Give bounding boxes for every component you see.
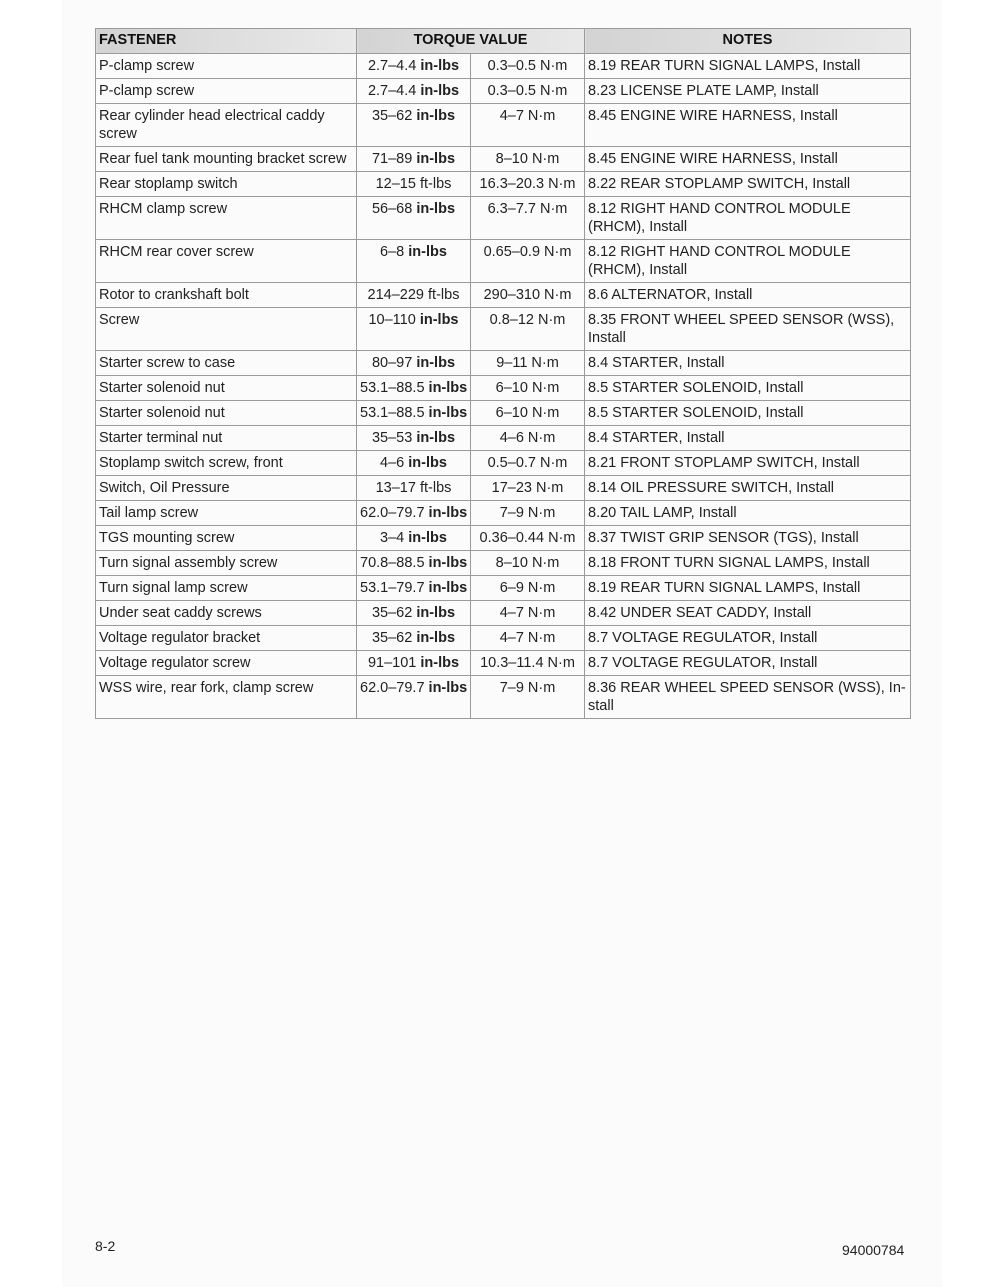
metric-torque-cell: 290–310 N·m bbox=[471, 283, 585, 308]
imperial-torque-unit: in-lbs bbox=[416, 108, 456, 124]
imperial-torque-value: 35–62 bbox=[371, 630, 413, 646]
imperial-torque-unit: in-lbs bbox=[428, 555, 468, 571]
table-row bbox=[96, 283, 911, 308]
imperial-torque-value: 91–101 bbox=[367, 655, 417, 671]
table-row bbox=[96, 401, 911, 426]
imperial-torque-cell bbox=[357, 351, 471, 376]
notes-cell: 8.18 FRONT TURN SIGNAL LAMPS, Install bbox=[585, 551, 911, 576]
table-row bbox=[96, 147, 911, 172]
imperial-torque-unit: ft-lbs bbox=[428, 287, 460, 303]
imperial-torque-unit: in-lbs bbox=[428, 680, 468, 696]
imperial-torque-cell bbox=[357, 104, 471, 147]
imperial-torque-value: 214–229 bbox=[367, 287, 424, 303]
imperial-torque-value: 35–53 bbox=[371, 430, 413, 446]
notes-cell: 8.36 REAR WHEEL SPEED SENSOR (WSS), In-stall bbox=[585, 676, 911, 719]
fastener-cell: Starter screw to case bbox=[96, 351, 357, 376]
fastener-cell: Screw bbox=[96, 308, 357, 351]
table-row bbox=[96, 626, 911, 651]
imperial-torque-unit: in-lbs bbox=[416, 605, 456, 621]
imperial-torque-unit: in-lbs bbox=[416, 355, 456, 371]
imperial-torque-value: 35–62 bbox=[371, 605, 413, 621]
imperial-torque-cell bbox=[357, 676, 471, 719]
table-row bbox=[96, 376, 911, 401]
metric-torque-cell: 4–7 N·m bbox=[471, 601, 585, 626]
header-fastener: FASTENER bbox=[96, 29, 357, 54]
imperial-torque-value: 53.1–79.7 bbox=[360, 580, 425, 596]
notes-cell: 8.5 STARTER SOLENOID, Install bbox=[585, 401, 911, 426]
imperial-torque-value: 80–97 bbox=[371, 355, 413, 371]
fastener-cell: Switch, Oil Pressure bbox=[96, 476, 357, 501]
notes-cell: 8.6 ALTERNATOR, Install bbox=[585, 283, 911, 308]
metric-torque-cell: 9–11 N·m bbox=[471, 351, 585, 376]
notes-cell: 8.22 REAR STOPLAMP SWITCH, Install bbox=[585, 172, 911, 197]
table-row bbox=[96, 476, 911, 501]
metric-torque-cell: 17–23 N·m bbox=[471, 476, 585, 501]
notes-cell: 8.23 LICENSE PLATE LAMP, Install bbox=[585, 79, 911, 104]
imperial-torque-value: 35–62 bbox=[371, 108, 413, 124]
imperial-torque-value: 62.0–79.7 bbox=[360, 680, 425, 696]
imperial-torque-unit: in-lbs bbox=[419, 312, 459, 328]
fastener-cell: P-clamp screw bbox=[96, 79, 357, 104]
imperial-torque-unit: in-lbs bbox=[408, 455, 447, 471]
notes-cell: 8.37 TWIST GRIP SENSOR (TGS), Install bbox=[585, 526, 911, 551]
imperial-torque-unit: in-lbs bbox=[420, 58, 460, 74]
notes-cell: 8.4 STARTER, Install bbox=[585, 351, 911, 376]
notes-cell: 8.12 RIGHT HAND CONTROL MODULE (RHCM), Install bbox=[585, 197, 911, 240]
imperial-torque-value: 3–4 bbox=[380, 530, 405, 546]
notes-cell: 8.5 STARTER SOLENOID, Install bbox=[585, 376, 911, 401]
imperial-torque-unit: in-lbs bbox=[416, 430, 456, 446]
table-row bbox=[96, 426, 911, 451]
fastener-cell: Rear fuel tank mounting bracket screw bbox=[96, 147, 357, 172]
metric-torque-cell: 6–10 N·m bbox=[471, 401, 585, 426]
imperial-torque-value: 56–68 bbox=[371, 201, 413, 217]
table-row bbox=[96, 451, 911, 476]
imperial-torque-value: 53.1–88.5 bbox=[360, 380, 425, 396]
fastener-cell: Rear stoplamp switch bbox=[96, 172, 357, 197]
imperial-torque-cell bbox=[357, 426, 471, 451]
notes-cell: 8.19 REAR TURN SIGNAL LAMPS, Install bbox=[585, 54, 911, 79]
metric-torque-cell: 6.3–7.7 N·m bbox=[471, 197, 585, 240]
table-row bbox=[96, 601, 911, 626]
imperial-torque-cell bbox=[357, 501, 471, 526]
imperial-torque-cell bbox=[357, 54, 471, 79]
metric-torque-cell: 0.5–0.7 N·m bbox=[471, 451, 585, 476]
page-number: 8-2 bbox=[95, 1238, 116, 1254]
notes-cell: 8.20 TAIL LAMP, Install bbox=[585, 501, 911, 526]
table-row bbox=[96, 172, 911, 197]
imperial-torque-cell bbox=[357, 240, 471, 283]
table-header-row bbox=[96, 29, 911, 54]
imperial-torque-value: 2.7–4.4 bbox=[367, 83, 417, 99]
imperial-torque-unit: in-lbs bbox=[408, 530, 447, 546]
fastener-cell: Tail lamp screw bbox=[96, 501, 357, 526]
imperial-torque-cell bbox=[357, 283, 471, 308]
table-body bbox=[96, 54, 911, 719]
imperial-torque-unit: in-lbs bbox=[428, 380, 468, 396]
imperial-torque-unit: ft-lbs bbox=[419, 176, 452, 192]
imperial-torque-cell bbox=[357, 147, 471, 172]
imperial-torque-value: 10–110 bbox=[368, 312, 416, 328]
metric-torque-cell: 0.36–0.44 N·m bbox=[471, 526, 585, 551]
imperial-torque-value: 71–89 bbox=[371, 151, 413, 167]
fastener-cell: Turn signal lamp screw bbox=[96, 576, 357, 601]
header-notes: NOTES bbox=[585, 29, 911, 54]
imperial-torque-unit: in-lbs bbox=[428, 405, 468, 421]
fastener-cell: Starter solenoid nut bbox=[96, 401, 357, 426]
notes-cell: 8.7 VOLTAGE REGULATOR, Install bbox=[585, 651, 911, 676]
imperial-torque-cell bbox=[357, 651, 471, 676]
imperial-torque-cell bbox=[357, 172, 471, 197]
imperial-torque-cell bbox=[357, 376, 471, 401]
notes-cell: 8.45 ENGINE WIRE HARNESS, Install bbox=[585, 147, 911, 172]
fastener-cell: Turn signal assembly screw bbox=[96, 551, 357, 576]
table-row bbox=[96, 79, 911, 104]
metric-torque-cell: 10.3–11.4 N·m bbox=[471, 651, 585, 676]
metric-torque-cell: 0.3–0.5 N·m bbox=[471, 79, 585, 104]
document-number: 94000784 bbox=[842, 1242, 905, 1258]
metric-torque-cell: 7–9 N·m bbox=[471, 501, 585, 526]
fastener-cell: TGS mounting screw bbox=[96, 526, 357, 551]
imperial-torque-value: 2.7–4.4 bbox=[367, 58, 417, 74]
table-row bbox=[96, 104, 911, 147]
fastener-cell: P-clamp screw bbox=[96, 54, 357, 79]
torque-table bbox=[95, 28, 911, 719]
imperial-torque-cell bbox=[357, 308, 471, 351]
imperial-torque-cell bbox=[357, 79, 471, 104]
notes-cell: 8.19 REAR TURN SIGNAL LAMPS, Install bbox=[585, 576, 911, 601]
table-row bbox=[96, 651, 911, 676]
metric-torque-cell: 4–6 N·m bbox=[471, 426, 585, 451]
imperial-torque-value: 6–8 bbox=[380, 244, 405, 260]
metric-torque-cell: 0.8–12 N·m bbox=[471, 308, 585, 351]
imperial-torque-value: 62.0–79.7 bbox=[360, 505, 425, 521]
metric-torque-cell: 8–10 N·m bbox=[471, 147, 585, 172]
imperial-torque-cell bbox=[357, 526, 471, 551]
table-row bbox=[96, 526, 911, 551]
notes-cell: 8.7 VOLTAGE REGULATOR, Install bbox=[585, 626, 911, 651]
imperial-torque-unit: ft-lbs bbox=[419, 480, 452, 496]
imperial-torque-value: 4–6 bbox=[380, 455, 405, 471]
imperial-torque-unit: in-lbs bbox=[420, 83, 460, 99]
metric-torque-cell: 16.3–20.3 N·m bbox=[471, 172, 585, 197]
table-row bbox=[96, 240, 911, 283]
table-row bbox=[96, 197, 911, 240]
metric-torque-cell: 6–9 N·m bbox=[471, 576, 585, 601]
metric-torque-cell: 8–10 N·m bbox=[471, 551, 585, 576]
metric-torque-cell: 0.3–0.5 N·m bbox=[471, 54, 585, 79]
imperial-torque-unit: in-lbs bbox=[416, 630, 456, 646]
table-row bbox=[96, 576, 911, 601]
metric-torque-cell: 0.65–0.9 N·m bbox=[471, 240, 585, 283]
fastener-cell: RHCM clamp screw bbox=[96, 197, 357, 240]
fastener-cell: Stoplamp switch screw, front bbox=[96, 451, 357, 476]
fastener-cell: Under seat caddy screws bbox=[96, 601, 357, 626]
metric-torque-cell: 4–7 N·m bbox=[471, 104, 585, 147]
imperial-torque-value: 70.8–88.5 bbox=[360, 555, 425, 571]
header-torque-value: TORQUE VALUE bbox=[357, 29, 585, 54]
imperial-torque-unit: in-lbs bbox=[428, 505, 468, 521]
fastener-cell: Voltage regulator screw bbox=[96, 651, 357, 676]
imperial-torque-cell bbox=[357, 476, 471, 501]
imperial-torque-cell bbox=[357, 626, 471, 651]
imperial-torque-unit: in-lbs bbox=[408, 244, 447, 260]
metric-torque-cell: 6–10 N·m bbox=[471, 376, 585, 401]
imperial-torque-unit: in-lbs bbox=[420, 655, 460, 671]
notes-cell: 8.21 FRONT STOPLAMP SWITCH, Install bbox=[585, 451, 911, 476]
notes-cell: 8.45 ENGINE WIRE HARNESS, Install bbox=[585, 104, 911, 147]
table-row bbox=[96, 351, 911, 376]
metric-torque-cell: 4–7 N·m bbox=[471, 626, 585, 651]
table-row bbox=[96, 54, 911, 79]
notes-cell: 8.42 UNDER SEAT CADDY, Install bbox=[585, 601, 911, 626]
imperial-torque-unit: in-lbs bbox=[416, 151, 456, 167]
table-row bbox=[96, 551, 911, 576]
imperial-torque-value: 13–17 bbox=[375, 480, 416, 496]
notes-cell: 8.4 STARTER, Install bbox=[585, 426, 911, 451]
fastener-cell: Starter terminal nut bbox=[96, 426, 357, 451]
imperial-torque-cell bbox=[357, 197, 471, 240]
fastener-cell: Rotor to crankshaft bolt bbox=[96, 283, 357, 308]
fastener-cell: Starter solenoid nut bbox=[96, 376, 357, 401]
imperial-torque-cell bbox=[357, 551, 471, 576]
imperial-torque-unit: in-lbs bbox=[416, 201, 456, 217]
imperial-torque-value: 12–15 bbox=[375, 176, 416, 192]
fastener-cell: RHCM rear cover screw bbox=[96, 240, 357, 283]
imperial-torque-value: 53.1–88.5 bbox=[360, 405, 425, 421]
imperial-torque-unit: in-lbs bbox=[428, 580, 468, 596]
table-row bbox=[96, 676, 911, 719]
notes-cell: 8.14 OIL PRESSURE SWITCH, Install bbox=[585, 476, 911, 501]
imperial-torque-cell bbox=[357, 451, 471, 476]
fastener-cell: Rear cylinder head electrical caddy screw bbox=[96, 104, 357, 147]
fastener-cell: WSS wire, rear fork, clamp screw bbox=[96, 676, 357, 719]
imperial-torque-cell bbox=[357, 576, 471, 601]
notes-cell: 8.12 RIGHT HAND CONTROL MODULE (RHCM), Install bbox=[585, 240, 911, 283]
fastener-cell: Voltage regulator bracket bbox=[96, 626, 357, 651]
table-row bbox=[96, 308, 911, 351]
notes-cell: 8.35 FRONT WHEEL SPEED SENSOR (WSS), Install bbox=[585, 308, 911, 351]
table-row bbox=[96, 501, 911, 526]
imperial-torque-cell bbox=[357, 601, 471, 626]
imperial-torque-cell bbox=[357, 401, 471, 426]
metric-torque-cell: 7–9 N·m bbox=[471, 676, 585, 719]
